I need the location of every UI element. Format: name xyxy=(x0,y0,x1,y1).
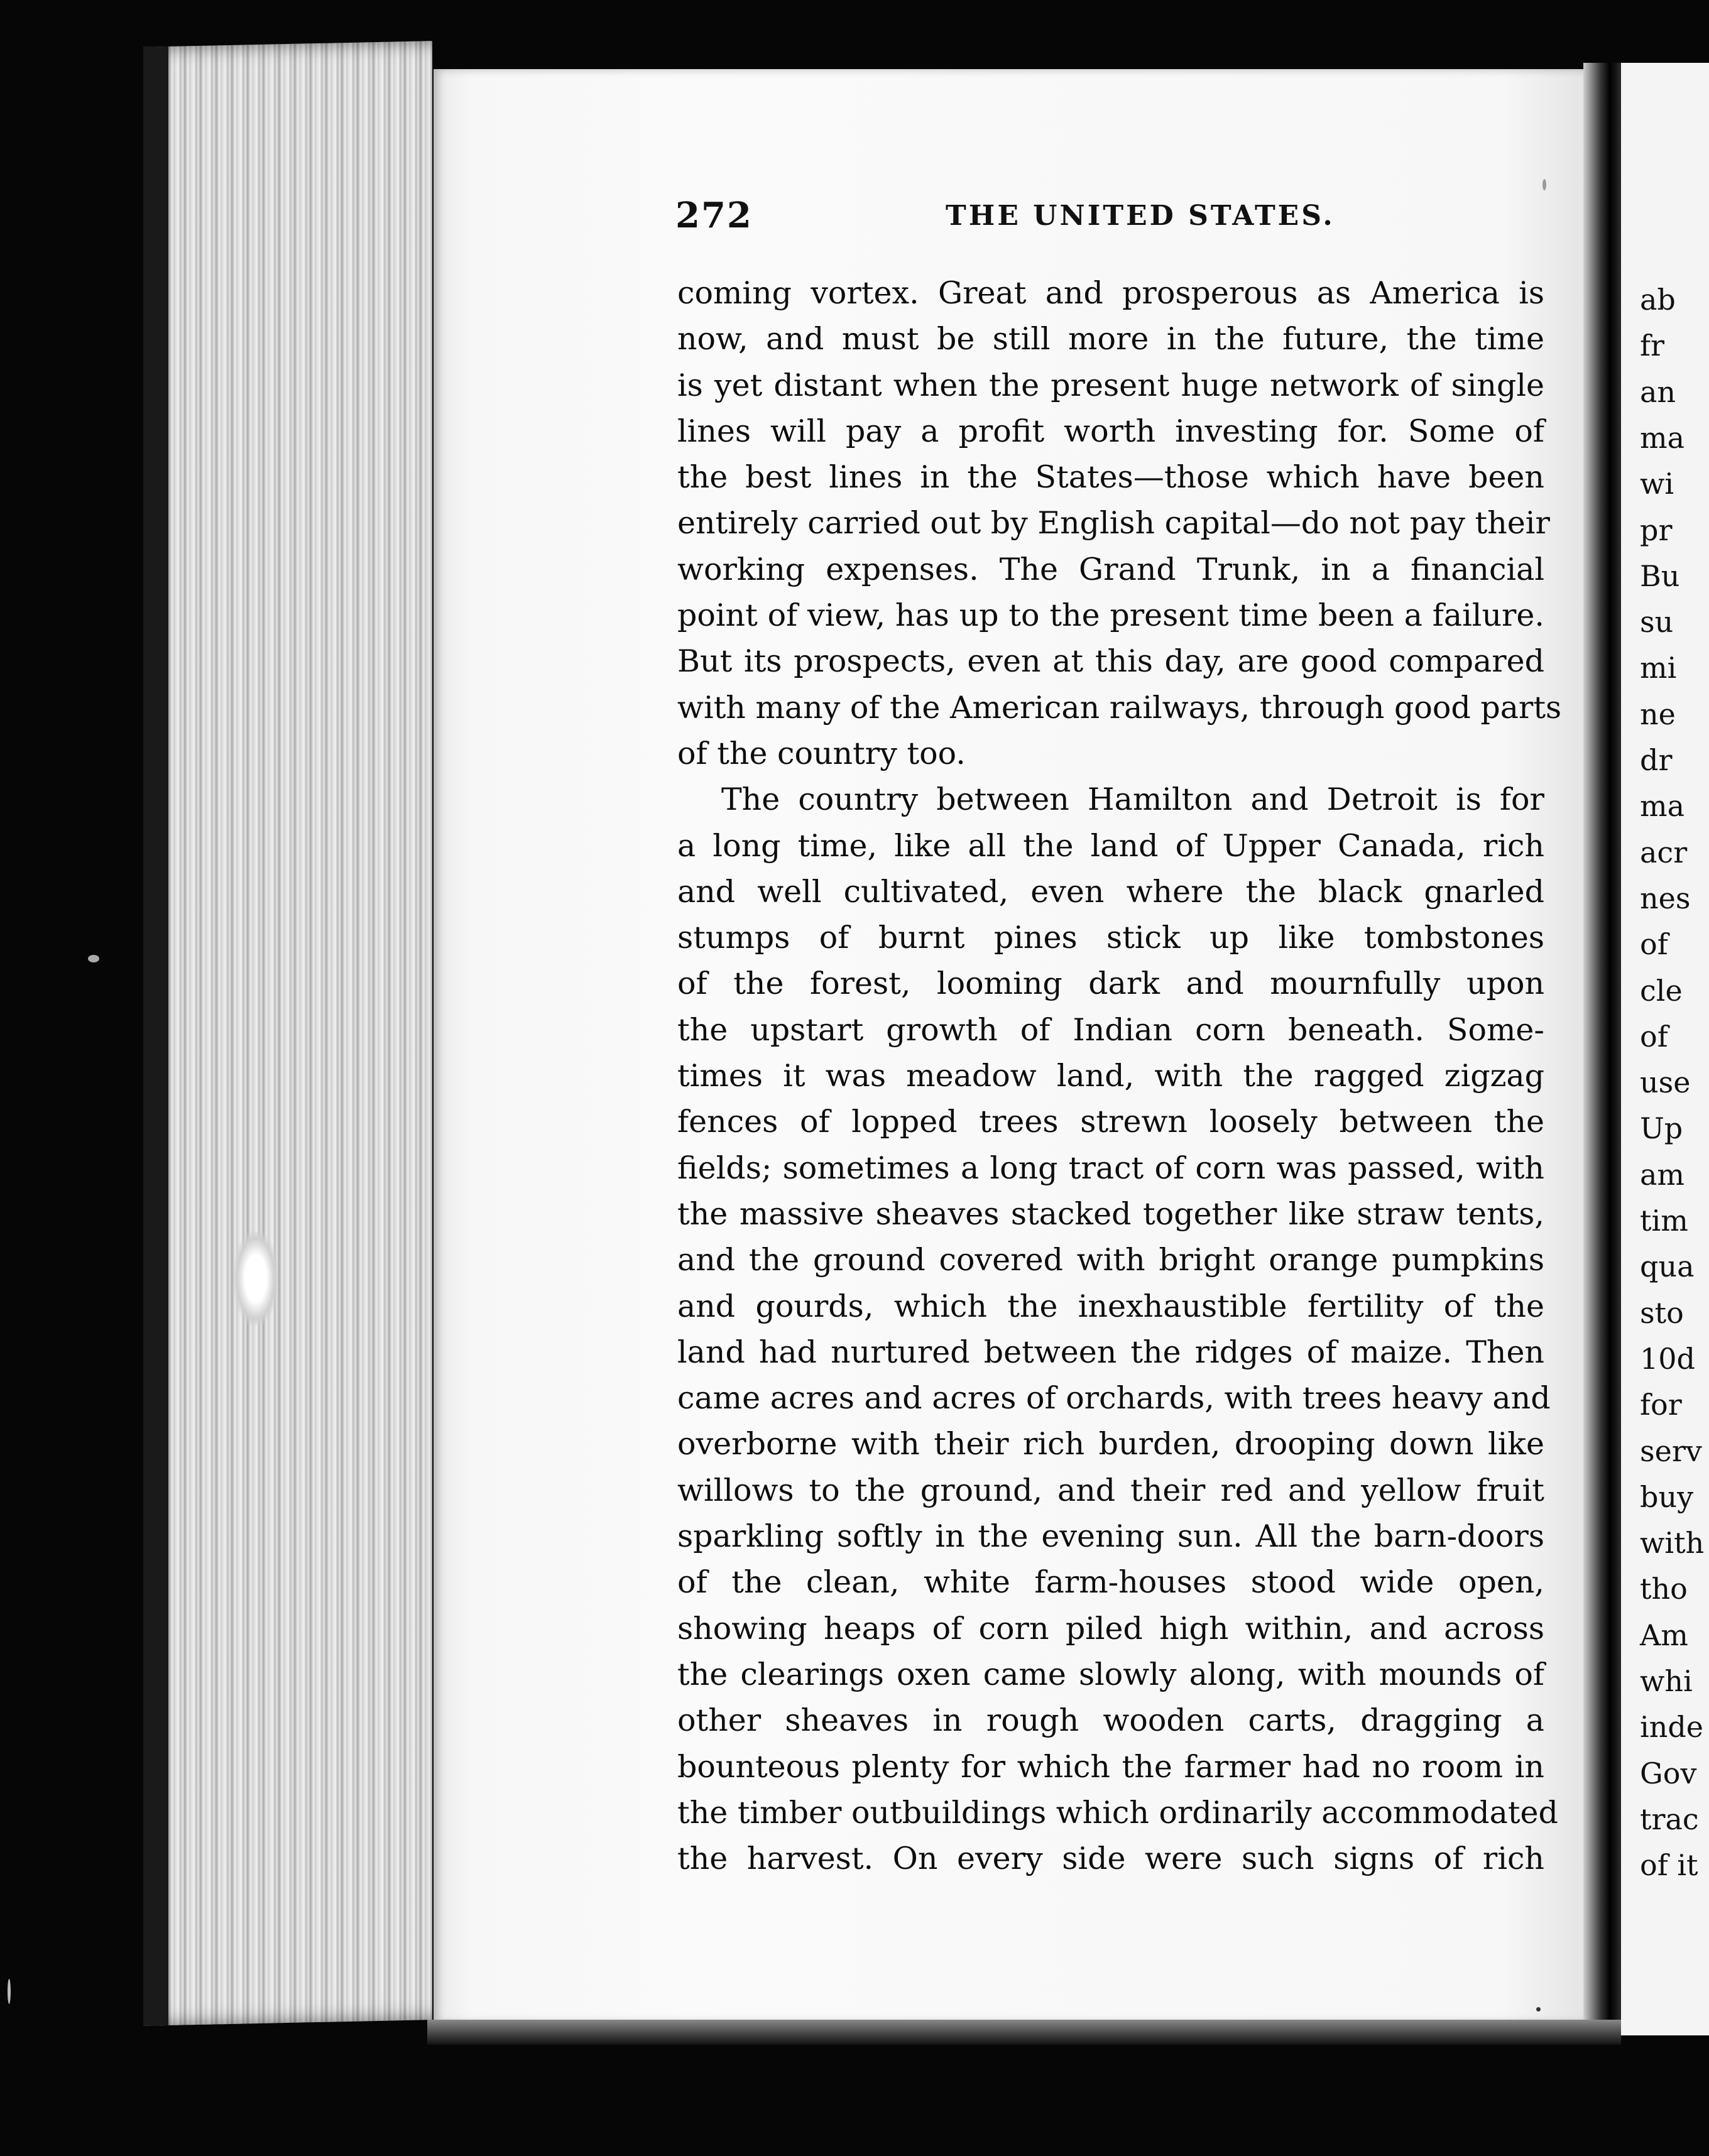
page-number: 272 xyxy=(675,195,753,236)
opposite-page-fragment: ma xyxy=(1640,420,1685,455)
text-line: of the forest, looming dark and mournfully upon xyxy=(677,966,1544,1002)
text-line: the massive sheaves stacked together like straw tents, xyxy=(677,1195,1544,1232)
text-line: stumps of burnt pines stick up like tombstones xyxy=(677,920,1544,956)
opposite-page-fragment: with xyxy=(1640,1526,1705,1560)
text-line: showing heaps of corn piled high within, and across xyxy=(677,1610,1544,1647)
paper-blemish xyxy=(234,1231,278,1326)
opposite-page-fragment: pr xyxy=(1640,513,1673,547)
text-line: bounteous plenty for which the farmer had no room in xyxy=(677,1748,1544,1785)
text-line: But its prospects, even at this day, are good compared xyxy=(677,643,1544,680)
opposite-page-fragment: ne xyxy=(1640,697,1676,731)
opposite-page-fragment: serv xyxy=(1640,1434,1702,1468)
running-head-title: THE UNITED STATES. xyxy=(946,200,1335,232)
opposite-page-fragment: su xyxy=(1640,605,1674,640)
opposite-page-fragment: of xyxy=(1640,1019,1668,1054)
text-line: other sheaves in rough wooden carts, dragging a xyxy=(677,1702,1544,1739)
opposite-page-fragment: cle xyxy=(1640,973,1683,1008)
text-line: working expenses. The Grand Trunk, in a financial xyxy=(677,551,1544,587)
text-line: coming vortex. Great and prosperous as America is xyxy=(677,275,1544,311)
body-text xyxy=(677,270,1562,1881)
opposite-page-fragment: am xyxy=(1640,1157,1685,1192)
text-line: the timber outbuildings which ordinarily accommodated xyxy=(677,1794,1558,1831)
text-line: is yet distant when the present huge network of single xyxy=(677,367,1544,403)
dust-speck xyxy=(88,955,99,962)
opposite-page-fragment: acr xyxy=(1640,835,1688,869)
text-line: of the clean, white farm-houses stood wide open, xyxy=(677,1564,1544,1601)
text-line: the harvest. On every side were such signs of rich xyxy=(677,1841,1544,1877)
opposite-page-fragment: mi xyxy=(1640,651,1677,685)
opposite-page-fragment: sto xyxy=(1640,1295,1684,1330)
text-line: fields; sometimes a long tract of corn was passed, with xyxy=(677,1150,1544,1186)
text-line: sparkling softly in the evening sun. All the barn-doors xyxy=(677,1518,1544,1555)
text-line: overborne with their rich burden, drooping down like xyxy=(677,1426,1544,1462)
page-bottom-shadow xyxy=(427,2020,1621,2045)
opposite-page-fragment: dr xyxy=(1640,743,1673,777)
opposite-page-fragment: ab xyxy=(1640,283,1676,317)
opposite-page-fragment: of it xyxy=(1640,1848,1698,1883)
page-edges xyxy=(143,41,432,2026)
opposite-page-fragment: buy xyxy=(1640,1479,1694,1514)
dust-speck xyxy=(8,1979,11,2004)
opposite-page-fragment: tim xyxy=(1640,1204,1688,1238)
running-head xyxy=(675,195,1549,245)
text-line: fences of lopped trees strewn loosely between the xyxy=(677,1104,1544,1140)
book-gutter xyxy=(1583,63,1621,2029)
text-line: entirely carried out by English capital—do not pay their xyxy=(677,505,1550,542)
opposite-page-fragment: Up xyxy=(1640,1111,1683,1146)
opposite-page-fragment: for xyxy=(1640,1388,1682,1422)
opposite-page-fragment: an xyxy=(1640,374,1676,409)
opposite-page-fragment: tho xyxy=(1640,1572,1688,1606)
opposite-page-fragment: Gov xyxy=(1640,1756,1697,1790)
text-line: of the country too. xyxy=(677,735,966,771)
dust-speck xyxy=(1536,2007,1541,2012)
text-line: a long time, like all the land of Upper Canada, rich xyxy=(677,827,1544,864)
opposite-page-fragment: qua xyxy=(1640,1250,1695,1284)
dust-speck xyxy=(1542,179,1546,190)
opposite-page-fragment: trac xyxy=(1640,1802,1699,1836)
opposite-page-fragment: of xyxy=(1640,927,1668,962)
text-line: lines will pay a profit worth investing for. Some of xyxy=(677,413,1544,449)
text-line: now, and must be still more in the future, the time xyxy=(677,321,1544,357)
opposite-page-fragment: Am xyxy=(1640,1618,1688,1652)
text-line: came acres and acres of orchards, with trees heavy and xyxy=(677,1380,1551,1417)
opposite-page-fragment: ma xyxy=(1640,789,1685,824)
text-line: point of view, has up to the present time been a failure. xyxy=(677,597,1544,634)
text-line: willows to the ground, and their red and yellow fruit xyxy=(677,1472,1544,1508)
opposite-page-fragment: fr xyxy=(1640,329,1665,363)
opposite-page-fragment: wi xyxy=(1640,467,1674,501)
opposite-page-fragment: whi xyxy=(1640,1664,1693,1698)
text-line: times it was meadow land, with the ragged zigzag xyxy=(677,1058,1544,1094)
opposite-page xyxy=(1621,63,1709,2035)
text-line: and the ground covered with bright orange pumpkins xyxy=(677,1242,1544,1278)
opposite-page-fragment: nes xyxy=(1640,881,1691,915)
text-line: The country between Hamilton and Detroit is for xyxy=(721,781,1544,818)
text-line: land had nurtured between the ridges of maize. Then xyxy=(677,1334,1544,1370)
opposite-page-fragment: 10d xyxy=(1640,1341,1695,1376)
text-line: with many of the American railways, through good parts xyxy=(677,689,1562,726)
opposite-page-fragment: Bu xyxy=(1640,558,1680,593)
text-line: the upstart growth of Indian corn beneath. Some- xyxy=(677,1011,1544,1048)
text-line: the clearings oxen came slowly along, with mounds of xyxy=(677,1656,1544,1692)
opposite-page-fragment: use xyxy=(1640,1065,1691,1100)
text-line: and well cultivated, even where the black gnarled xyxy=(677,873,1544,910)
text-line: the best lines in the States—those which have been xyxy=(677,459,1544,496)
text-line: and gourds, which the inexhaustible fertility of the xyxy=(677,1288,1544,1324)
opposite-page-fragment: inde xyxy=(1640,1710,1704,1745)
